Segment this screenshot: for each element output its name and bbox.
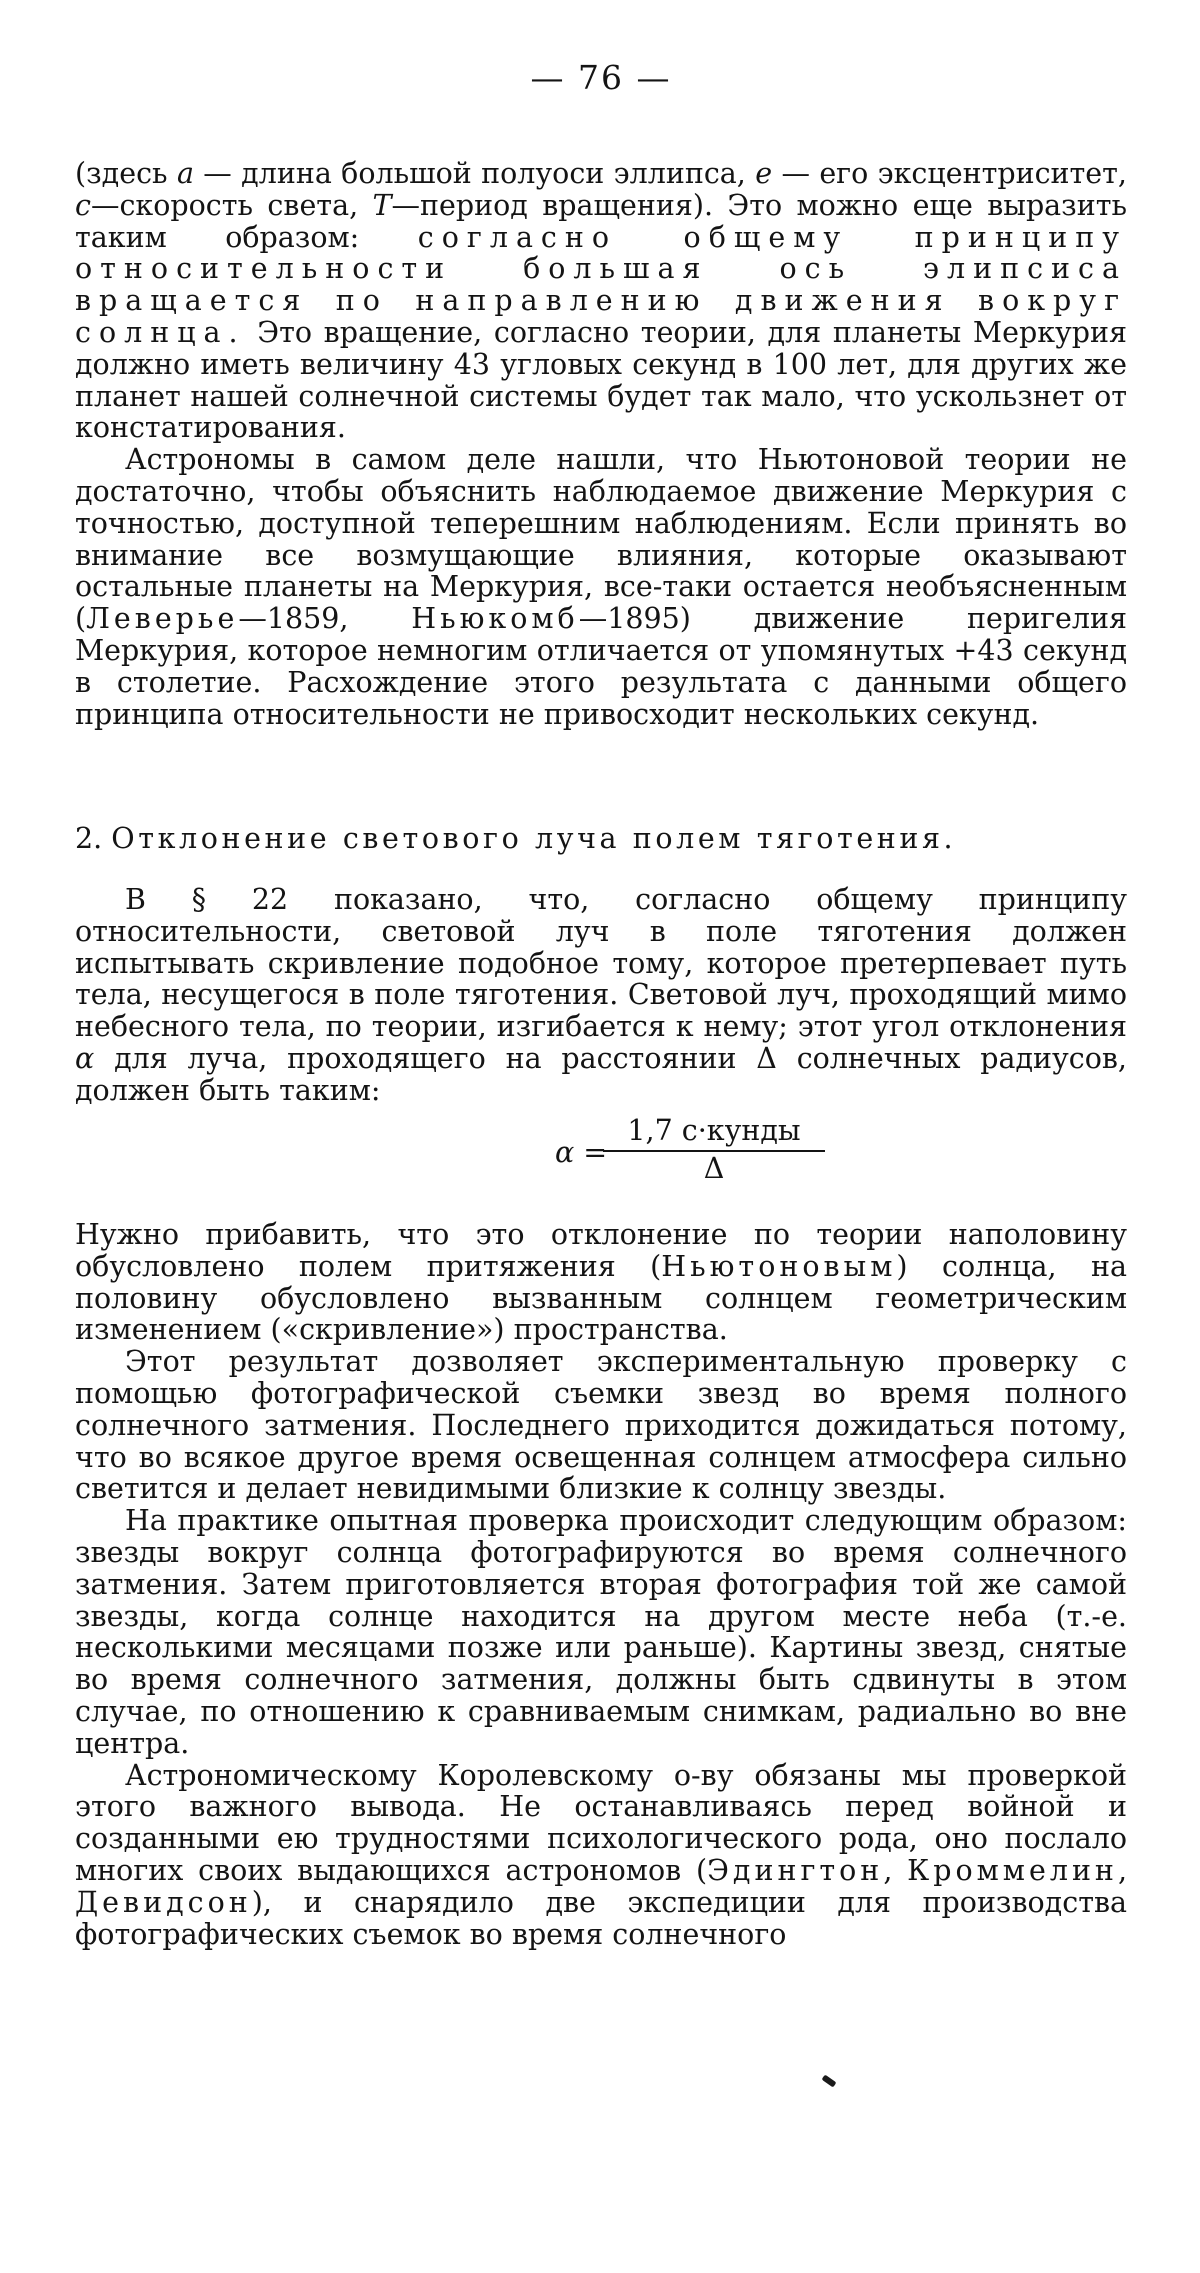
paragraph-astronomers-found [75, 444, 1127, 730]
text-run: Это вращение, согласно теории, для планеты Меркурия должно иметь величину 43 угловых секунд в 100 лет, для других же планет нашей солнечной системы будет так мало, что ускользнет от констатирования. [75, 315, 1127, 445]
formula-fraction [603, 1115, 825, 1185]
text-run: —1895) движение перигелия Меркурия, которое немногим отличается от упомянутых +43 секунд в столетие. Расхождение этого результата с данными общего принципа относительности не привосходит нескольких секунд. [75, 602, 1127, 731]
section-title: Отклонение светового луча полем тяготения. [111, 822, 957, 855]
name-newcomb: Ньюкомб [411, 602, 579, 636]
text-run: для луча, проходящего на расстоянии [94, 1041, 757, 1075]
text-run: Нужно прибавить, что это отклонение по теории наполовину обусловлено полем притяжения ( [75, 1218, 1127, 1283]
formula-lhs: α = [555, 1136, 608, 1169]
name-eddington: Эдингтон [707, 1853, 884, 1887]
name-davidson: Девидсон [75, 1885, 252, 1919]
formula-numerator: 1,7 с·кунды [603, 1115, 825, 1152]
page-number: — 76 — [530, 58, 672, 97]
text-run: —1859, [238, 602, 412, 636]
text-run: —скорость света, [90, 188, 373, 222]
text-run: солнечных радиусов, должен быть таким: [75, 1041, 1127, 1107]
text-run: Астрономическому Королевскому о-ву обязаны мы проверкой этого важного вывода. Не останавливаясь перед войной и созданными ею трудностями психологического рода, оно послало многих своих выдающихся астрономов ( [75, 1758, 1127, 1887]
text-run: —период вращения). Это можно еще выразить таким образом: [75, 188, 1128, 254]
paragraph-eclipse-photography: Этот результат дозволяет экспериментальную проверку с помощью фотографической съемки звезд во время полного солнечного затмения. Последнего приходится дожидаться потому, что во всякое другое время освещенная солнцем атмосфера сильно светится и делает невидимыми близкие к солнцу звезды. [75, 1345, 1127, 1506]
emphasized-statement: согласно общему принципу относительности большая ось элипсиса вращается по направлению движения вокруг солнца. [75, 220, 1127, 349]
name-crommelin: Кроммелин [907, 1853, 1118, 1887]
section-number: 2. [75, 822, 103, 855]
paragraph-deflection-theory [75, 884, 1127, 1107]
symbol-alpha: α [75, 1041, 95, 1075]
text-run: — его эксцентриситет, [772, 157, 1127, 190]
ink-speck [822, 2075, 837, 2088]
formula-denominator: Δ [703, 1152, 725, 1185]
paragraph-half-newtonian [75, 1219, 1127, 1346]
name-leverrier: Леверье [86, 602, 239, 636]
paragraph-royal-society [75, 1760, 1127, 1951]
text-run: (здесь [75, 157, 177, 190]
paragraph-perihelion-formula-note [75, 158, 1127, 444]
text-block-eclipse [75, 1219, 1127, 1950]
text-run: Астрономы в самом деле нашли, что Ньютоновой теории не достаточно, чтобы объяснить наблюдаемое движение Меркурия с точностью, доступной теперешним наблюдениям. Если принять во внимание все возмущающие влияния, которые оказывают остальные планеты на Меркурия, все-таки остается необъясненным ( [75, 443, 1127, 636]
text-block-mercury [75, 158, 1127, 730]
symbol-delta: Δ [756, 1041, 777, 1075]
paragraph-practical-check: На практике опытная проверка происходит следующим образом: звезды вокруг солнца фотографируются во время солнечного затмения. Затем приготовляется вторая фотография той же самой звезды, когда солнце находится на другом месте неба (т.-е. несколькими месяцами позже или раньше). Картины звезд, снятые во время солнечного затмения, должны быть сдвинуты в этом случае, по отношению к сравниваемым снимкам, радиально во вне центра. [75, 1504, 1127, 1760]
text-run: В § 22 показано, что, согласно общему принципу относительности, световой луч в поле тяготения должен испытывать скривление подобное тому, которое претерпевает путь тела, несущегося в поле тяготения. Световой луч, проходящий мимо небесного тела, по теории, изгибается к нему; этот угол отклонения [75, 883, 1127, 1044]
text-run: ) солнца, на половину обусловлено вызванным солнцем геометрическим изменением («скривление») пространства. [75, 1249, 1128, 1347]
text-block-deflection [75, 884, 1127, 1107]
variable-e: e [755, 157, 773, 190]
variable-a: a [176, 157, 194, 190]
section-heading [75, 822, 1127, 856]
variable-t: T [372, 188, 392, 222]
text-run: , [1117, 1853, 1127, 1887]
text-run: — длина большой полуоси эллипса, [193, 157, 756, 190]
text-run: ), и снарядило две экспедиции для производства фотографических съемок во время солнечного [75, 1885, 1127, 1951]
text-run: , [883, 1853, 908, 1887]
name-newtonian: Ньютоновым [661, 1249, 897, 1283]
variable-c: c [75, 188, 91, 222]
